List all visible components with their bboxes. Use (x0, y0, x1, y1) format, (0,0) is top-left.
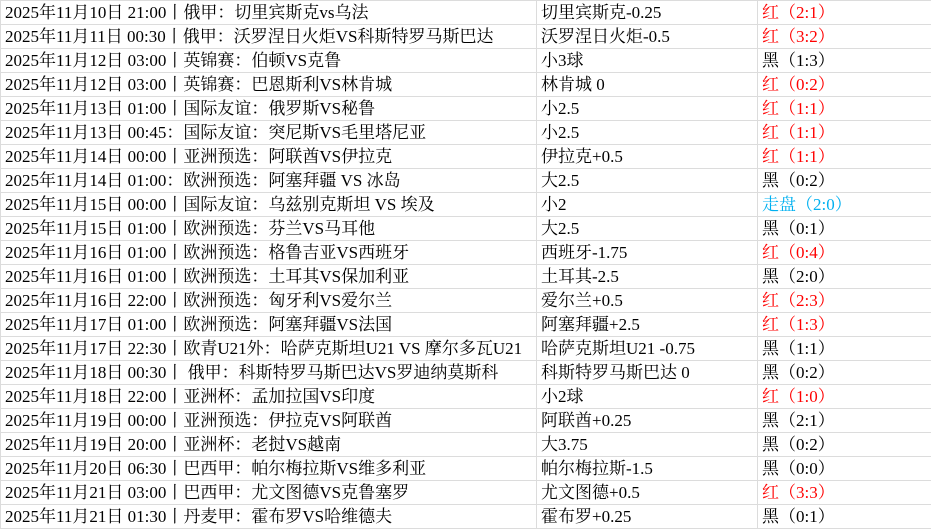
match-cell[interactable]: 2025年11月13日 01:00丨国际友谊：俄罗斯VS秘鲁 (1, 97, 537, 121)
pick-cell[interactable]: 小3球 (537, 49, 758, 73)
table-row (1, 169, 931, 193)
table-row (1, 1, 931, 25)
match-cell[interactable]: 2025年11月16日 01:00丨欧洲预选：格鲁吉亚VS西班牙 (1, 241, 537, 265)
match-cell[interactable]: 2025年11月11日 00:30丨俄甲：沃罗涅日火炬VS科斯特罗马斯巴达 (1, 25, 537, 49)
match-cell[interactable]: 2025年11月21日 01:30丨丹麦甲：霍布罗VS哈维德夫 (1, 505, 537, 529)
pick-cell[interactable]: 林肯城 0 (537, 73, 758, 97)
match-cell[interactable]: 2025年11月21日 03:00丨巴西甲：尤文图德VS克鲁塞罗 (1, 481, 537, 505)
match-cell[interactable]: 2025年11月10日 21:00丨俄甲：切里宾斯克vs乌法 (1, 1, 537, 25)
result-cell[interactable]: 黑（0:0） (758, 457, 931, 481)
table-row (1, 361, 931, 385)
pick-cell[interactable]: 尤文图德+0.5 (537, 481, 758, 505)
result-cell[interactable]: 黑（0:2） (758, 433, 931, 457)
match-cell[interactable]: 2025年11月15日 00:00丨国际友谊：乌兹别克斯坦 VS 埃及 (1, 193, 537, 217)
result-cell[interactable]: 红（1:1） (758, 145, 931, 169)
match-cell[interactable]: 2025年11月13日 00:45：国际友谊：突尼斯VS毛里塔尼亚 (1, 121, 537, 145)
pick-cell[interactable]: 阿联酋+0.25 (537, 409, 758, 433)
match-cell[interactable]: 2025年11月18日 22:00丨亚洲杯：孟加拉国VS印度 (1, 385, 537, 409)
result-cell[interactable]: 红（3:2） (758, 25, 931, 49)
pick-cell[interactable]: 土耳其-2.5 (537, 265, 758, 289)
match-cell[interactable]: 2025年11月16日 01:00丨欧洲预选：土耳其VS保加利亚 (1, 265, 537, 289)
result-cell[interactable]: 走盘（2:0） (758, 193, 931, 217)
pick-cell[interactable]: 大2.5 (537, 217, 758, 241)
pick-cell[interactable]: 切里宾斯克-0.25 (537, 1, 758, 25)
result-cell[interactable]: 红（1:3） (758, 313, 931, 337)
pick-cell[interactable]: 爱尔兰+0.5 (537, 289, 758, 313)
match-cell[interactable]: 2025年11月12日 03:00丨英锦赛：伯顿VS克鲁 (1, 49, 537, 73)
pick-cell[interactable]: 小2 (537, 193, 758, 217)
pick-cell[interactable]: 帕尔梅拉斯-1.5 (537, 457, 758, 481)
table-row (1, 49, 931, 73)
pick-cell[interactable]: 小2球 (537, 385, 758, 409)
result-cell[interactable]: 红（1:1） (758, 121, 931, 145)
result-cell[interactable]: 黑（0:1） (758, 217, 931, 241)
result-cell[interactable]: 黑（1:3） (758, 49, 931, 73)
pick-cell[interactable]: 伊拉克+0.5 (537, 145, 758, 169)
table-row (1, 385, 931, 409)
table-row (1, 217, 931, 241)
pick-cell[interactable]: 小2.5 (537, 97, 758, 121)
table-row (1, 409, 931, 433)
match-cell[interactable]: 2025年11月20日 06:30丨巴西甲：帕尔梅拉斯VS维多利亚 (1, 457, 537, 481)
table-row (1, 457, 931, 481)
pick-cell[interactable]: 大3.75 (537, 433, 758, 457)
table-row (1, 433, 931, 457)
table-row (1, 241, 931, 265)
match-cell[interactable]: 2025年11月12日 03:00丨英锦赛：巴恩斯利VS林肯城 (1, 73, 537, 97)
table-row (1, 193, 931, 217)
table-row (1, 121, 931, 145)
match-cell[interactable]: 2025年11月14日 00:00丨亚洲预选：阿联酋VS伊拉克 (1, 145, 537, 169)
result-cell[interactable]: 红（0:4） (758, 241, 931, 265)
table-row (1, 97, 931, 121)
result-cell[interactable]: 红（2:3） (758, 289, 931, 313)
match-cell[interactable]: 2025年11月19日 00:00丨亚洲预选：伊拉克VS阿联酋 (1, 409, 537, 433)
pick-cell[interactable]: 阿塞拜疆+2.5 (537, 313, 758, 337)
match-cell[interactable]: 2025年11月16日 22:00丨欧洲预选：匈牙利VS爱尔兰 (1, 289, 537, 313)
match-cell[interactable]: 2025年11月17日 01:00丨欧洲预选：阿塞拜疆VS法国 (1, 313, 537, 337)
table-row (1, 481, 931, 505)
table-row (1, 265, 931, 289)
result-cell[interactable]: 黑（0:2） (758, 169, 931, 193)
table-row (1, 73, 931, 97)
match-cell[interactable]: 2025年11月17日 22:30丨欧青U21外：哈萨克斯坦U21 VS 摩尔多瓦U21 (1, 337, 537, 361)
result-cell[interactable]: 黑（2:0） (758, 265, 931, 289)
pick-cell[interactable]: 小2.5 (537, 121, 758, 145)
pick-cell[interactable]: 霍布罗+0.25 (537, 505, 758, 529)
match-cell[interactable]: 2025年11月15日 01:00丨欧洲预选：芬兰VS马耳他 (1, 217, 537, 241)
result-cell[interactable]: 黑（0:2） (758, 361, 931, 385)
result-cell[interactable]: 红（2:1） (758, 1, 931, 25)
table-row (1, 289, 931, 313)
result-cell[interactable]: 黑（2:1） (758, 409, 931, 433)
table-row (1, 313, 931, 337)
result-cell[interactable]: 红（0:2） (758, 73, 931, 97)
match-cell[interactable]: 2025年11月19日 20:00丨亚洲杯：老挝VS越南 (1, 433, 537, 457)
table-row (1, 25, 931, 49)
match-cell[interactable]: 2025年11月18日 00:30丨 俄甲：科斯特罗马斯巴达VS罗迪纳莫斯科 (1, 361, 537, 385)
table-row (1, 145, 931, 169)
pick-cell[interactable]: 科斯特罗马斯巴达 0 (537, 361, 758, 385)
bet-records-body (1, 1, 931, 529)
table-row (1, 337, 931, 361)
result-cell[interactable]: 红（1:1） (758, 97, 931, 121)
pick-cell[interactable]: 哈萨克斯坦U21 -0.75 (537, 337, 758, 361)
table-row (1, 505, 931, 529)
result-cell[interactable]: 红（1:0） (758, 385, 931, 409)
result-cell[interactable]: 黑（0:1） (758, 505, 931, 529)
pick-cell[interactable]: 西班牙-1.75 (537, 241, 758, 265)
result-cell[interactable]: 黑（1:1） (758, 337, 931, 361)
result-cell[interactable]: 红（3:3） (758, 481, 931, 505)
pick-cell[interactable]: 大2.5 (537, 169, 758, 193)
pick-cell[interactable]: 沃罗涅日火炬-0.5 (537, 25, 758, 49)
match-cell[interactable]: 2025年11月14日 01:00：欧洲预选：阿塞拜疆 VS 冰岛 (1, 169, 537, 193)
